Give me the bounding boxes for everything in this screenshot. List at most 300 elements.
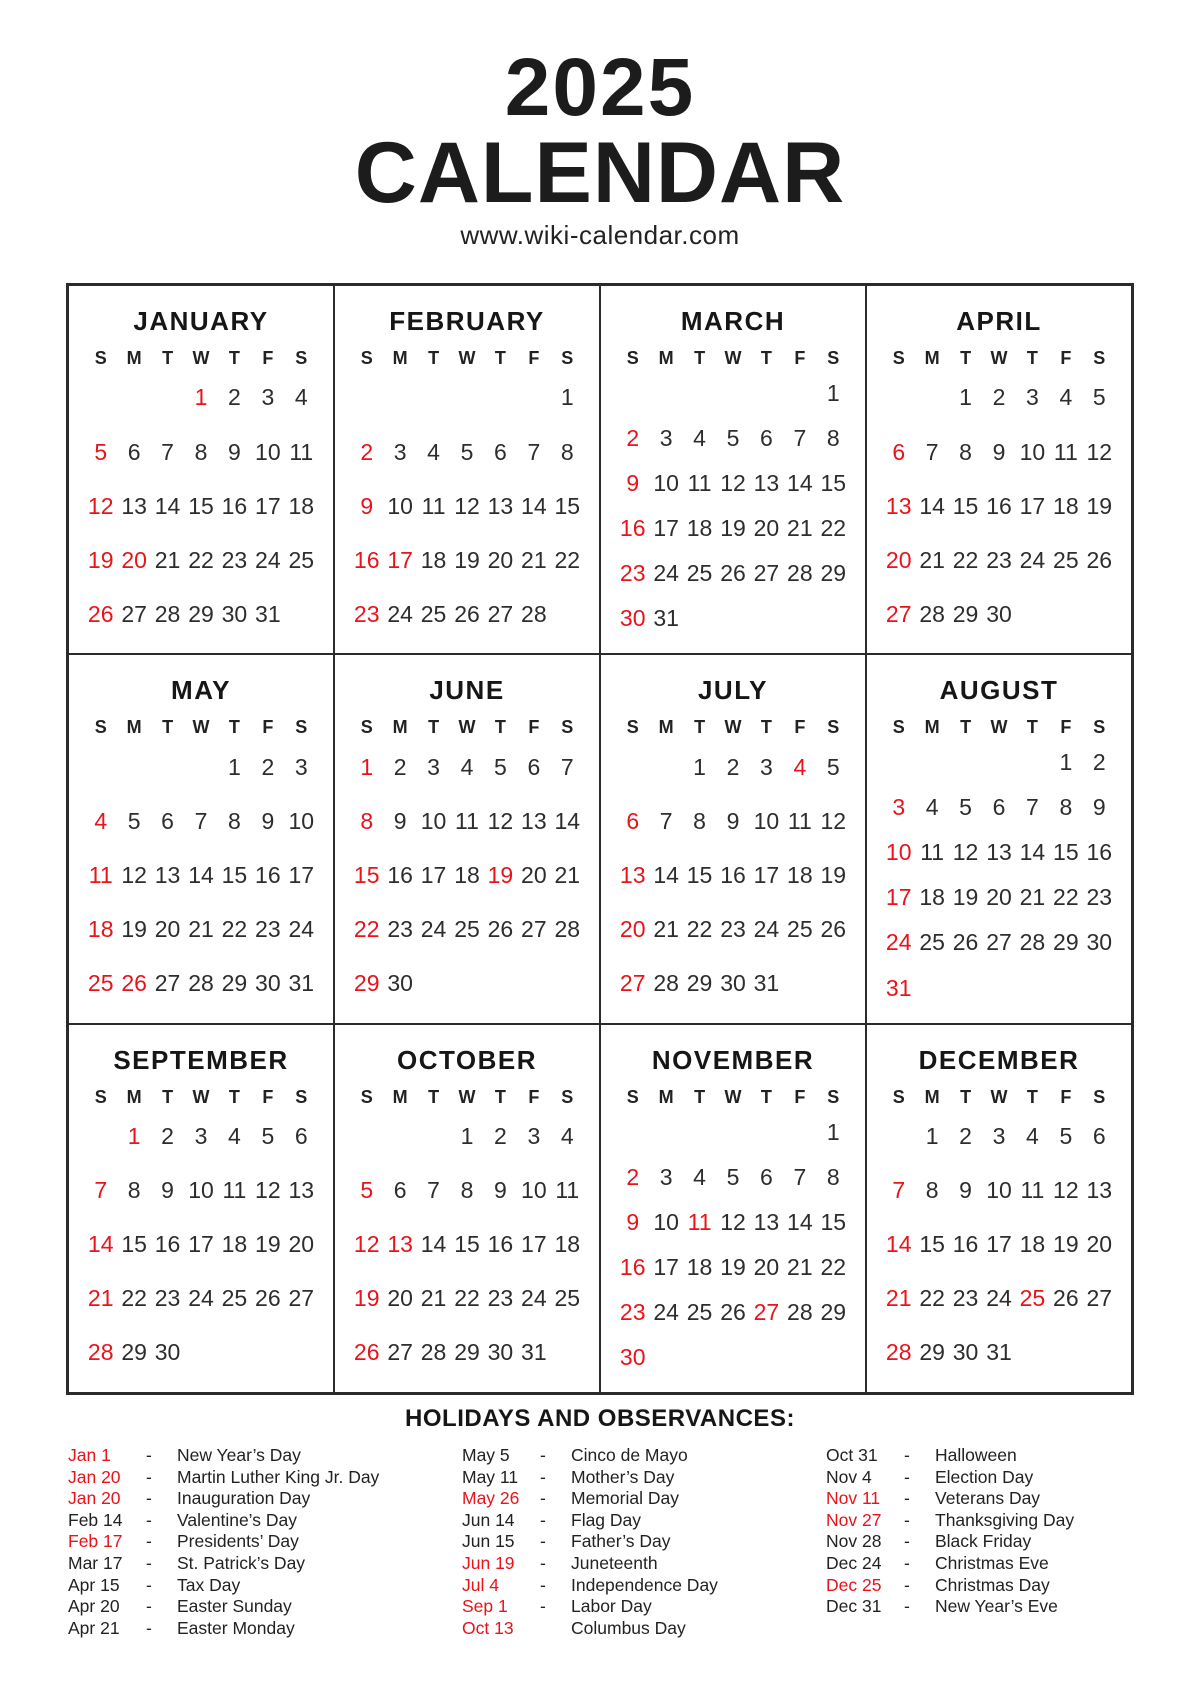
day-cell: 13 (885, 492, 912, 519)
weekday-label: W (724, 1086, 742, 1107)
day-cell (649, 1344, 682, 1371)
day-cell: 16 (986, 492, 1012, 519)
week-row (882, 439, 1116, 466)
day-cell: 26 (487, 915, 514, 942)
day-cell: 21 (1019, 884, 1046, 911)
holiday-date: Apr 21 (68, 1617, 120, 1638)
day-cell: 23 (387, 915, 413, 942)
month-name: OCTOBER (396, 1044, 538, 1075)
holiday-column (826, 1445, 1074, 1618)
weekday-label: S (360, 347, 373, 368)
day-cell: 6 (294, 1123, 308, 1150)
week-row (882, 1177, 1116, 1204)
calendar-grid (66, 283, 1134, 1395)
day-cell: 23 (720, 915, 746, 942)
day-cell: 10 (387, 492, 413, 519)
day-cell: 29 (121, 1339, 147, 1366)
day-cell: 24 (885, 929, 912, 956)
day-cell: 27 (753, 1298, 780, 1325)
holiday-date: Sep 1 (462, 1596, 508, 1617)
month-weeks (350, 740, 584, 1010)
week-row (616, 515, 850, 542)
month-february (334, 285, 600, 654)
day-cell: 21 (420, 1285, 447, 1312)
day-cell: 20 (1086, 1231, 1113, 1258)
day-cell: 2 (626, 425, 640, 451)
day-cell: 12 (820, 807, 847, 834)
day-cell: 23 (353, 600, 380, 627)
week-row (84, 384, 318, 411)
day-cell: 14 (919, 492, 945, 519)
weekday-label: S (295, 717, 308, 738)
weekday-header-row (350, 1087, 584, 1108)
day-cell: 29 (221, 970, 248, 997)
day-cell: 3 (527, 1123, 541, 1150)
day-cell: 5 (1059, 1123, 1073, 1150)
day-cell (551, 601, 584, 628)
holiday-item (68, 1596, 379, 1618)
week-row (616, 1119, 850, 1146)
day-cell: 14 (521, 492, 547, 519)
day-cell: 9 (161, 1177, 174, 1204)
day-cell: 22 (820, 1253, 847, 1280)
weekday-label: S (360, 1086, 373, 1107)
holiday-name: Presidents’ Day (177, 1531, 299, 1552)
day-cell: 2 (228, 384, 241, 411)
weekday-header-row (616, 348, 850, 369)
day-cell (1083, 1339, 1116, 1366)
day-cell: 3 (892, 794, 906, 821)
day-cell (383, 1123, 416, 1150)
day-cell: 1 (560, 384, 574, 411)
day-cell (184, 1339, 217, 1366)
holiday-date: May 26 (462, 1488, 520, 1509)
weekday-label: W (192, 347, 210, 368)
day-cell (551, 1339, 584, 1366)
holiday-item (826, 1596, 1074, 1618)
holiday-name: Memorial Day (571, 1488, 679, 1509)
weekday-label: T (228, 347, 240, 368)
day-cell (1083, 975, 1116, 1002)
weekday-label: T (760, 347, 772, 368)
day-cell: 28 (787, 1298, 813, 1325)
day-cell: 8 (826, 425, 840, 451)
holiday-dash: - (904, 1531, 910, 1552)
holiday-dash: - (904, 1509, 910, 1530)
day-cell: 18 (686, 1253, 713, 1280)
day-cell: 5 (360, 1177, 374, 1204)
month-may (68, 654, 334, 1023)
weekday-label: F (794, 1086, 806, 1107)
day-cell: 2 (992, 384, 1006, 411)
holiday-item (826, 1488, 1074, 1510)
holiday-dash: - (904, 1466, 910, 1487)
week-row (616, 754, 850, 781)
day-cell: 11 (421, 492, 446, 519)
day-cell: 17 (653, 515, 679, 542)
day-cell: 17 (753, 861, 780, 888)
day-cell (84, 754, 117, 781)
day-cell: 10 (1019, 438, 1046, 465)
month-april (866, 285, 1132, 654)
week-row (84, 970, 318, 997)
holiday-dash: - (146, 1531, 152, 1552)
weekday-header-row (882, 717, 1116, 738)
day-cell: 6 (992, 794, 1006, 821)
holiday-item (826, 1445, 1074, 1467)
month-weeks (616, 740, 850, 1010)
day-cell: 24 (521, 1285, 547, 1312)
day-cell: 27 (1086, 1285, 1113, 1312)
day-cell: 12 (353, 1231, 380, 1258)
day-cell: 23 (1086, 884, 1113, 911)
day-cell: 20 (288, 1231, 315, 1258)
week-row (616, 862, 850, 889)
weekday-label: W (724, 347, 742, 368)
day-cell: 22 (820, 515, 847, 542)
weekday-label: T (960, 347, 972, 368)
day-cell: 8 (826, 1163, 840, 1190)
week-row (84, 1177, 318, 1204)
weekday-header-row (616, 1087, 850, 1108)
day-cell: 15 (454, 1231, 480, 1258)
day-cell: 8 (228, 807, 241, 834)
day-cell: 27 (885, 600, 912, 627)
weekday-label: S (1093, 347, 1106, 368)
day-cell (783, 1344, 816, 1371)
day-cell: 10 (653, 470, 679, 497)
day-cell: 13 (288, 1177, 315, 1204)
day-cell: 19 (1053, 1231, 1079, 1258)
holidays-title: HOLIDAYS AND OBSERVANCES: (405, 1404, 795, 1432)
day-cell: 26 (121, 970, 147, 997)
month-name: NOVEMBER (651, 1044, 815, 1075)
day-cell: 13 (753, 470, 780, 497)
weekday-label: T (694, 347, 706, 368)
weekday-label: S (1093, 1086, 1106, 1107)
day-cell (551, 970, 584, 997)
day-cell: 19 (487, 861, 514, 888)
week-row (84, 862, 318, 889)
weekday-label: F (528, 347, 540, 368)
day-cell: 7 (793, 425, 807, 451)
weekday-label: M (126, 717, 142, 738)
day-cell: 26 (1086, 546, 1113, 573)
day-cell: 15 (221, 861, 248, 888)
day-cell: 1 (959, 384, 972, 411)
day-cell (750, 1119, 783, 1146)
weekday-label: M (924, 717, 940, 738)
day-cell: 21 (521, 546, 547, 573)
day-cell: 24 (653, 1298, 679, 1325)
holiday-date: Jun 19 (462, 1552, 515, 1573)
day-cell: 4 (228, 1123, 241, 1150)
week-row (616, 970, 850, 997)
day-cell (1049, 601, 1082, 628)
weekday-label: M (126, 1086, 142, 1107)
holiday-item (462, 1531, 718, 1553)
day-cell: 24 (288, 915, 315, 942)
week-row (84, 754, 318, 781)
holiday-item (826, 1553, 1074, 1575)
holiday-dash: - (146, 1617, 152, 1638)
weekday-label: T (1026, 717, 1038, 738)
holiday-date: Nov 28 (826, 1531, 882, 1552)
day-cell: 29 (1053, 929, 1079, 956)
holiday-date: Feb 17 (68, 1531, 123, 1552)
weekday-label: W (192, 1086, 210, 1107)
holiday-name: Easter Monday (177, 1617, 295, 1638)
holiday-name: Halloween (935, 1444, 1017, 1465)
day-cell: 15 (686, 861, 713, 888)
holiday-date: Jan 20 (68, 1488, 121, 1509)
day-cell: 23 (619, 560, 646, 587)
holiday-date: Dec 31 (826, 1596, 882, 1617)
day-cell: 1 (228, 753, 241, 780)
day-cell: 20 (154, 915, 181, 942)
weekday-label: T (1026, 347, 1038, 368)
day-cell: 1 (360, 753, 374, 780)
website-url: www.wiki-calendar.com (460, 219, 740, 250)
day-cell: 18 (288, 492, 315, 519)
day-cell (982, 975, 1015, 1002)
day-cell: 25 (454, 915, 480, 942)
week-row (84, 1123, 318, 1150)
day-cell: 23 (154, 1285, 181, 1312)
day-cell: 20 (986, 884, 1012, 911)
weekday-label: S (1093, 717, 1106, 738)
day-cell: 8 (460, 1177, 474, 1204)
weekday-label: S (561, 1086, 574, 1107)
month-weeks (84, 371, 318, 641)
month-name: DECEMBER (918, 1044, 1080, 1075)
day-cell: 3 (659, 425, 673, 451)
day-cell: 20 (753, 1253, 780, 1280)
week-row (616, 1299, 850, 1326)
week-row (84, 439, 318, 466)
week-row (616, 808, 850, 835)
day-cell: 23 (619, 1298, 646, 1325)
weekday-label: S (626, 347, 639, 368)
month-name: MAY (171, 675, 231, 706)
day-cell: 19 (121, 915, 147, 942)
week-row (84, 493, 318, 520)
day-cell: 15 (353, 861, 380, 888)
day-cell: 17 (420, 861, 447, 888)
day-cell (285, 1339, 318, 1366)
holiday-date: Jun 14 (462, 1509, 515, 1530)
holiday-name: Martin Luther King Jr. Day (177, 1466, 380, 1487)
day-cell: 4 (560, 1123, 574, 1150)
holiday-name: Tax Day (177, 1574, 241, 1595)
day-cell (84, 384, 117, 411)
day-cell: 18 (554, 1231, 581, 1258)
holiday-name: Juneteenth (571, 1552, 658, 1573)
day-cell: 7 (161, 438, 174, 465)
day-cell (383, 384, 416, 411)
day-cell: 22 (221, 915, 248, 942)
month-weeks (84, 740, 318, 1010)
day-cell: 5 (1092, 384, 1106, 411)
holiday-column (462, 1445, 718, 1639)
holiday-date: Oct 13 (462, 1617, 514, 1638)
day-cell: 30 (952, 1339, 979, 1366)
day-cell (716, 1119, 749, 1146)
day-cell: 8 (1059, 794, 1073, 821)
day-cell: 15 (820, 1208, 847, 1235)
day-cell: 16 (952, 1231, 979, 1258)
holiday-name: Father’s Day (571, 1531, 671, 1552)
day-cell: 2 (1092, 749, 1106, 776)
day-cell (750, 605, 783, 632)
holiday-date: Apr 15 (68, 1574, 120, 1595)
day-cell (750, 1344, 783, 1371)
day-cell: 17 (255, 492, 281, 519)
day-cell: 27 (619, 970, 646, 997)
day-cell: 4 (94, 807, 108, 834)
day-cell: 9 (726, 807, 740, 834)
day-cell: 18 (1053, 492, 1079, 519)
day-cell: 5 (826, 753, 840, 780)
day-cell: 19 (720, 515, 746, 542)
day-cell: 11 (920, 839, 945, 866)
weekday-label: M (658, 717, 674, 738)
holiday-date: Jan 1 (68, 1444, 111, 1465)
day-cell: 1 (826, 379, 840, 406)
day-cell: 7 (925, 438, 939, 465)
day-cell (450, 970, 483, 997)
weekday-label: S (827, 347, 840, 368)
day-cell: 14 (154, 492, 181, 519)
month-october (334, 1024, 600, 1393)
day-cell: 26 (952, 929, 979, 956)
week-row (350, 601, 584, 628)
day-cell: 21 (885, 1285, 912, 1312)
day-cell: 6 (760, 1163, 773, 1190)
day-cell: 25 (221, 1285, 248, 1312)
day-cell: 7 (94, 1177, 108, 1204)
day-cell: 7 (793, 1163, 807, 1190)
week-row (882, 749, 1116, 776)
day-cell: 26 (820, 915, 847, 942)
weekday-label: F (528, 717, 540, 738)
month-weeks (882, 371, 1116, 641)
holiday-name: Mother’s Day (571, 1466, 675, 1487)
holiday-dash: - (146, 1444, 152, 1465)
day-cell (783, 1119, 816, 1146)
day-cell: 10 (986, 1177, 1012, 1204)
day-cell: 22 (919, 1285, 945, 1312)
weekday-label: T (494, 347, 506, 368)
day-cell (1049, 1339, 1082, 1366)
day-cell: 20 (487, 546, 514, 573)
day-cell: 2 (726, 753, 740, 780)
month-weeks (84, 1110, 318, 1380)
day-cell (683, 1119, 716, 1146)
day-cell: 8 (560, 438, 574, 465)
day-cell: 7 (659, 807, 673, 834)
holiday-item (826, 1510, 1074, 1532)
day-cell: 1 (925, 1123, 939, 1150)
day-cell: 11 (687, 1208, 712, 1235)
day-cell (218, 1339, 251, 1366)
day-cell: 28 (787, 560, 813, 587)
weekday-label: W (990, 717, 1008, 738)
day-cell (517, 384, 550, 411)
day-cell: 29 (952, 600, 979, 627)
weekday-header-row (84, 348, 318, 369)
weekday-label: S (94, 717, 107, 738)
holiday-date: May 5 (462, 1444, 510, 1465)
day-cell: 10 (188, 1177, 214, 1204)
day-cell: 23 (255, 915, 281, 942)
day-cell: 6 (1092, 1123, 1106, 1150)
day-cell (783, 380, 816, 407)
day-cell: 1 (194, 384, 208, 411)
day-cell: 18 (420, 546, 447, 573)
holiday-name: New Year’s Eve (935, 1596, 1058, 1617)
day-cell: 19 (1086, 492, 1113, 519)
week-row (882, 1339, 1116, 1366)
day-cell (151, 754, 184, 781)
day-cell (783, 605, 816, 632)
month-weeks (616, 1110, 850, 1380)
day-cell (350, 384, 383, 411)
holiday-name: Election Day (935, 1466, 1034, 1487)
day-cell: 17 (885, 884, 912, 911)
day-cell (683, 380, 716, 407)
day-cell: 13 (1086, 1177, 1113, 1204)
day-cell: 11 (687, 470, 712, 497)
day-cell: 11 (455, 807, 479, 834)
holiday-item (462, 1510, 718, 1532)
day-cell (1016, 1339, 1049, 1366)
holiday-dash (540, 1618, 571, 1640)
day-cell: 3 (992, 1123, 1006, 1150)
day-cell: 24 (387, 600, 413, 627)
weekday-label: T (760, 1086, 772, 1107)
holiday-item (462, 1618, 718, 1640)
day-cell: 7 (427, 1177, 440, 1204)
day-cell: 11 (289, 438, 314, 465)
day-cell: 30 (255, 970, 281, 997)
weekday-label: T (760, 717, 772, 738)
weekday-label: W (458, 1086, 476, 1107)
day-cell: 25 (1053, 546, 1079, 573)
day-cell: 17 (986, 1231, 1012, 1258)
day-cell: 13 (753, 1208, 780, 1235)
day-cell: 12 (255, 1177, 281, 1204)
day-cell: 19 (952, 884, 979, 911)
month-name: JUNE (429, 675, 505, 706)
day-cell (1016, 975, 1049, 1002)
day-cell: 9 (393, 807, 407, 834)
day-cell: 9 (1092, 794, 1106, 821)
week-row (882, 601, 1116, 628)
weekday-label: S (892, 717, 905, 738)
day-cell: 13 (154, 861, 181, 888)
day-cell: 20 (521, 861, 547, 888)
day-cell: 5 (726, 425, 740, 451)
day-cell: 6 (527, 753, 541, 780)
week-row (84, 601, 318, 628)
holiday-name: Veterans Day (935, 1488, 1041, 1509)
day-cell (117, 384, 150, 411)
weekday-label: F (1060, 1086, 1072, 1107)
day-cell: 31 (986, 1339, 1012, 1366)
weekday-header-row (84, 717, 318, 738)
day-cell: 9 (959, 1177, 972, 1204)
